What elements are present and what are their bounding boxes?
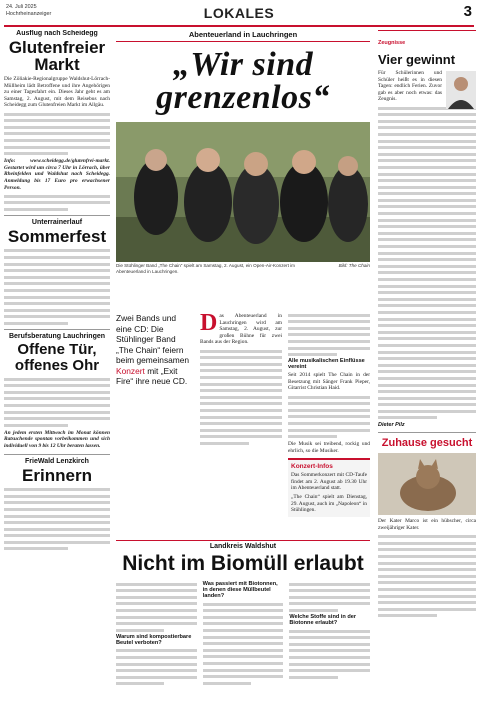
cat-photo xyxy=(378,453,476,515)
body-text-lines xyxy=(4,378,110,427)
author-signature: Dieter Pilz xyxy=(378,422,405,429)
photo-caption xyxy=(116,263,370,275)
body-text-lines xyxy=(200,350,282,445)
body-text-lines xyxy=(4,488,110,550)
article-headline: Glutenfreier Markt xyxy=(8,38,106,74)
body-text-lines xyxy=(288,314,370,357)
page-number: 3 xyxy=(463,3,472,20)
left-column xyxy=(4,30,110,712)
info-line: „The Chain“ spielt am Dienstag, 29. August, auch im „Napoleon“ in Stühlingen. xyxy=(291,494,367,514)
body-text-lines xyxy=(4,249,110,325)
article-body: Seit 2014 spielt The Chain in der Besetzung mit Sänger Frank Pieper, Gitarrist Christian Haid. xyxy=(288,372,370,392)
article-headline: Offene Tür, offenes Ohr xyxy=(14,341,100,374)
article-headline: Erinnern xyxy=(22,465,92,485)
column-headline: Zuhause gesucht xyxy=(381,437,473,450)
article-kicker: Abenteuerland in Lauchringen xyxy=(116,30,370,42)
info-paragraph: Info: www.scheidegg.de/glutenfrei-markt. Gestartet wird um circa 7 Uhr in Lörrach, über Rheinfelden und Waldshut nach Scheidegg. Anmeldung bis 17 Euro pro erwachsener Person. xyxy=(4,158,110,191)
article-headline: Nicht im Biomüll erlaubt xyxy=(122,552,364,575)
article-kicker: Landkreis Waldshut xyxy=(209,543,277,550)
column-text: Für Schülerinnen und Schüler heißt es in diesen Tagen: endlich Ferien. Zuvor gab es aber noch etwas: das Zeugnis. xyxy=(378,70,442,103)
article-column-2 xyxy=(288,313,370,517)
body-text-lines xyxy=(288,396,370,439)
bottom-article xyxy=(116,540,370,685)
author-portrait-icon xyxy=(446,71,476,109)
author-avatar xyxy=(446,71,476,109)
cat-photo-image xyxy=(378,453,476,515)
article-subhead: Alle musikalischen Einflüsse vereint xyxy=(288,358,365,371)
info-line: Das Sommerkonzert mit CD-Taufe findet am 2. August ab 19.30 Uhr im Abenteuerland statt. xyxy=(291,472,367,492)
bottom-column-2 xyxy=(203,579,284,685)
column-body xyxy=(378,70,476,428)
photo-credit: Bild: The Chain xyxy=(338,263,370,268)
column-headline: Vier gewinnt xyxy=(378,52,456,67)
caption-text: Die Stühlinger Band „The Chain“ spielt am Samstag, 2. August, ein Open-Air-Konzert im Abenteuerland in Lauchringen. xyxy=(116,263,295,274)
article-body: Das Abenteuerland in Lauchringen wird am Samstag, 2. August, zur großen Bühne für zwei Bands aus der Region. xyxy=(200,310,282,346)
info-paragraph: An jedem ersten Mittwoch im Monat können Ratsuchende spontan vorbeikommen und sich individuell von 9 bis 12 Uhr beraten lassen. xyxy=(4,429,110,449)
band-photo-image xyxy=(116,122,370,262)
bottom-column-3 xyxy=(289,579,370,685)
article-kicker: Berufsberatung Lauchringen xyxy=(8,333,106,340)
teaser-highlight: Konzert xyxy=(116,365,145,376)
article-subhead: Welche Stoffe sind in der Biotonne erlaubt? xyxy=(289,613,357,626)
article-body: Die Musik sei treibend, rockig und ehrlich, so die Musiker. xyxy=(288,441,370,454)
article-headline: Sommerfest xyxy=(7,226,107,246)
article-kicker: FrieWald Lenzkirch xyxy=(25,457,89,465)
body-text-lines xyxy=(4,113,110,156)
bottom-column-1 xyxy=(116,579,197,685)
main-column xyxy=(116,30,370,712)
band-photo xyxy=(116,122,370,262)
right-column xyxy=(378,30,476,712)
body-text-lines xyxy=(378,535,476,617)
article-subhead: Warum sind kompostierbare Beutel verboten? xyxy=(116,633,192,646)
masthead xyxy=(4,3,474,27)
article-body: Die Zöliakie-Regionalgruppe Waldshut-Lörrach-Müllheim lädt Betroffene und ihre Angehörigen zu einer Tagesfahrt ein. Dieses Jahr geht es am Samstag, 2. August, mit dem Reisebus nach Scheidegg zum Glutenfreien Markt im Allgäu. xyxy=(4,76,110,109)
article-kicker: Ausflug nach Scheidegg xyxy=(16,30,98,37)
body-text-lines xyxy=(4,195,110,211)
article-kicker: Unterrainerlauf xyxy=(31,218,83,226)
main-headline: „Wir sind grenzenlos“ xyxy=(156,46,330,116)
info-box-title: Konzert-Infos xyxy=(291,463,333,471)
drop-cap: D xyxy=(200,310,218,336)
concert-info-box xyxy=(288,458,370,517)
section-title: LOKALES xyxy=(203,5,275,21)
article-column-1 xyxy=(200,310,282,445)
bottom-article-columns xyxy=(116,579,370,685)
column-tag: Zeugnisse xyxy=(378,40,406,46)
body-text-lines xyxy=(378,107,476,420)
article-subhead: Was passiert mit Biotonnen, in denen diese Müllbeutel landen? xyxy=(202,581,278,599)
column-text: Der Kater Marco ist ein hübscher, circa zweijähriger Kater. xyxy=(378,518,476,532)
teaser: Zwei Bands und eine CD: Die Stühlinger Band „The Chain“ feiern beim gemeinsamen Konzert mit „Exit Fire“ ihre neue CD. xyxy=(116,313,190,386)
masthead-date: 24. Juli 2025 Hochrheinanzeiger xyxy=(6,4,52,17)
